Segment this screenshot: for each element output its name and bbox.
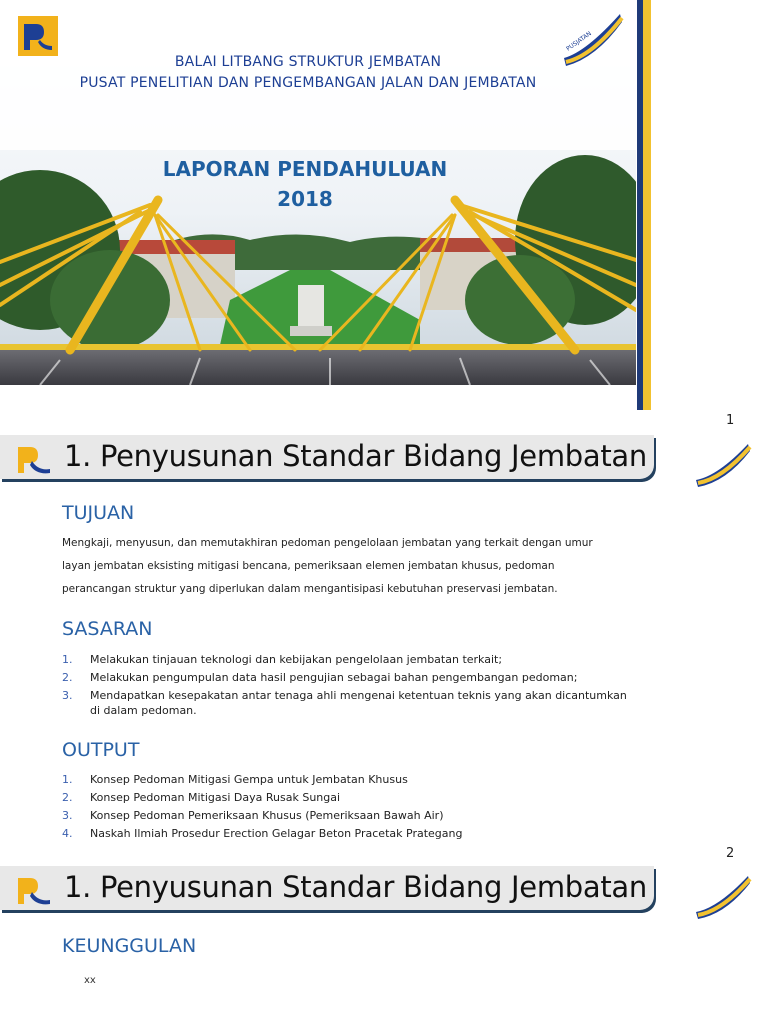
list-item (62, 652, 637, 667)
list-text: Melakukan tinjauan teknologi dan kebijakan pengelolaan jembatan terkait; (90, 653, 503, 666)
list-number: 1. (62, 773, 73, 786)
org-line-1: BALAI LITBANG STRUKTUR JEMBATAN (174, 54, 442, 70)
output-heading: OUTPUT (62, 739, 140, 761)
list-text: Konsep Pedoman Mitigasi Gempa untuk Jembatan Khusus (90, 773, 408, 786)
slide3-header-bar (0, 866, 660, 914)
page-number-2: 2 (726, 846, 735, 861)
list-item (62, 670, 637, 685)
list-text: Konsep Pedoman Pemeriksaan Khusus (Pemeriksaan Bawah Air) (90, 809, 444, 822)
output-list (62, 772, 662, 844)
list-number: 3. (62, 689, 73, 702)
list-item (62, 826, 662, 841)
slide2-header-bar (0, 435, 660, 483)
pusjatan-logo-icon (690, 438, 754, 490)
page-number-1: 1 (726, 413, 735, 428)
pu-logo-icon (18, 16, 58, 56)
sasaran-list (62, 652, 637, 721)
tujuan-line-2: layan jembatan eksisting mitigasi bencana, pemeriksaan elemen jembatan khusus, pedoman (62, 560, 555, 572)
org-line-2: PUSAT PENELITIAN DAN PENGEMBANGAN JALAN DAN JEMBATAN (79, 75, 537, 91)
keunggulan-text: xx (84, 975, 96, 986)
tujuan-line-3: perancangan struktur yang diperlukan dalam mengantisipasi kebutuhan preservasi jembatan. (62, 583, 558, 595)
pu-logo-icon (14, 441, 54, 477)
slide2-title: 1. Penyusunan Standar Bidang Jembatan (64, 439, 647, 473)
keunggulan-heading: KEUNGGULAN (62, 935, 197, 957)
cover-stripe-yellow (643, 0, 651, 410)
list-item (62, 808, 662, 823)
report-year: 2018 (277, 187, 333, 211)
list-number: 2. (62, 671, 73, 684)
list-text: Melakukan pengumpulan data hasil pengujian sebagai bahan pengembangan pedoman; (90, 671, 578, 684)
list-item (62, 688, 637, 718)
list-text: Naskah Ilmiah Prosedur Erection Gelagar Beton Pracetak Prategang (90, 827, 463, 840)
slide3-title: 1. Penyusunan Standar Bidang Jembatan (64, 870, 647, 904)
sasaran-heading: SASARAN (62, 618, 153, 640)
report-title: LAPORAN PENDAHULUAN (162, 157, 448, 181)
tujuan-heading: TUJUAN (62, 502, 135, 524)
pusjatan-logo-icon (690, 870, 754, 922)
list-number: 1. (62, 653, 73, 666)
list-text: Mendapatkan kesepakatan antar tenaga ahli mengenai ketentuan teknis yang akan dicantumkan di dalam pedoman. (90, 689, 627, 717)
list-item (62, 790, 662, 805)
pu-logo-icon (14, 872, 54, 908)
cover-slide (0, 0, 768, 410)
list-item (62, 772, 662, 787)
list-text: Konsep Pedoman Mitigasi Daya Rusak Sungai (90, 791, 341, 804)
tujuan-line-1: Mengkaji, menyusun, dan memutakhiran pedoman pengelolaan jembatan yang terkait dengan umur (62, 537, 593, 549)
list-number: 2. (62, 791, 73, 804)
svg-text:PUSJATAN: PUSJATAN (565, 30, 593, 53)
list-number: 3. (62, 809, 73, 822)
list-number: 4. (62, 827, 73, 840)
